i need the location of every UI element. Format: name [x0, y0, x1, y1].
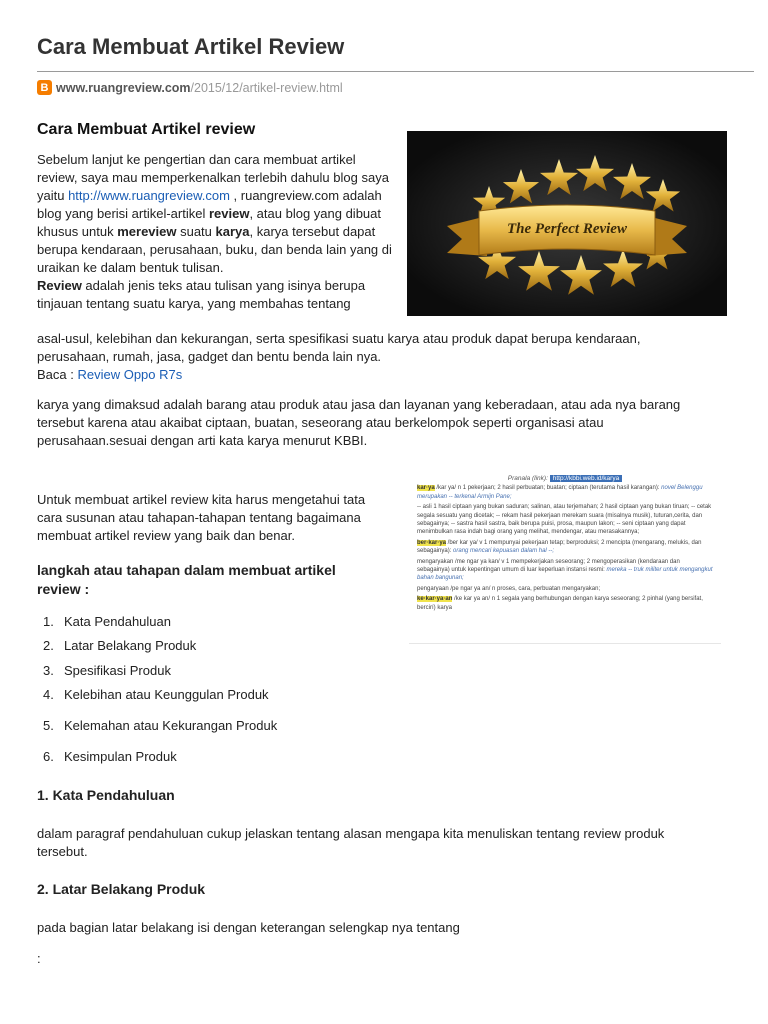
intro-text: , atau blog yang dibuat khusus untuk — [37, 206, 382, 239]
kbbi-example: novel Belenggu merupakan -- terkenal Armijn Pane; — [417, 485, 703, 500]
step-number: 6. — [43, 749, 54, 764]
kbbi-entry — [409, 594, 721, 613]
banner-text: The Perfect Review — [507, 221, 627, 237]
kbbi-entry — [409, 557, 721, 584]
bold-review-definition: Review — [37, 278, 82, 293]
intro-text: , ruangreview.com adalah blog yang berisi artikel-artikel — [37, 188, 382, 221]
intro-text: Sebelum lanjut ke pengertian dan cara membuat artikel review, saya mau memperkenalkan terlebih dahulu blog saya yaitu — [37, 152, 389, 203]
definition-line: perusahaan, rumah, jasa, gadget dan bentu benda lain nya. — [37, 349, 382, 364]
blogger-icon: B — [37, 80, 52, 95]
list-item — [43, 718, 277, 733]
section-text-line: dalam paragraf pendahuluan cukup jelaskan tentang alasan mengapa kita menuliskan tentang review produk — [37, 826, 665, 841]
step-label: Kelemahan atau Kekurangan Produk — [64, 718, 278, 733]
blog-url-link[interactable]: http://www.ruangreview.com — [68, 188, 230, 203]
list-item — [43, 663, 171, 678]
intro-text: suatu — [176, 224, 216, 239]
source-path[interactable]: /2015/12/artikel-review.html — [190, 80, 343, 95]
title-divider — [37, 71, 754, 72]
kbbi-example: orang mencari kepuasan dalam hal --; — [451, 548, 555, 555]
source-domain-link[interactable]: www.ruangreview.com — [56, 80, 191, 95]
kbbi-screenshot — [409, 473, 721, 644]
kbbi-example: mereka -- truk militer untuk mengangkut bahan bangunan; — [417, 567, 713, 582]
steps-intro-line: membuat artikel review yang baik dan benar. — [37, 528, 295, 543]
baca-line — [37, 366, 737, 384]
intro-paragraph — [37, 151, 397, 313]
step-number: 3. — [43, 663, 54, 678]
kbbi-permalink-url: http://kbbi.web.id/karya — [550, 475, 622, 482]
step-number: 2. — [43, 638, 54, 653]
kbbi-definition: mengaryakan /me ngar ya kan/ v 1 mempekerjakan seseorang; 2 mengoperasikan (kendaraan dan sebagainya) untuk kepentingan umum di luar keperluan instansi resmi: — [417, 558, 680, 574]
kbbi-entry — [409, 584, 721, 594]
steps-heading-line: review : — [37, 581, 90, 597]
list-item — [43, 687, 269, 702]
article-heading: Cara Membuat Artikel review — [37, 121, 256, 138]
page-title: Cara Membuat Artikel Review — [37, 34, 345, 59]
step-number: 4. — [43, 687, 54, 702]
kbbi-entry — [409, 538, 721, 557]
bold-karya: karya — [215, 224, 250, 239]
section-text-line: : — [37, 951, 41, 966]
karya-paragraph-line: tersebut karena atau akaibat ciptaan, buatan, seseorang atau berkelompok seperti organisasi atau — [37, 415, 604, 430]
karya-paragraph-line: karya yang dimaksud adalah barang atau produk atau jasa dan layanan yang keberadaan, atau ada nya barang — [37, 397, 681, 412]
baca-label: Baca : — [37, 367, 78, 382]
kbbi-definition: /kar ya/ n 1 pekerjaan; 2 hasil perbuatan; buatan; ciptaan (terutama hasil karangan): — [434, 485, 660, 492]
source-line — [37, 80, 343, 95]
step-number: 5. — [43, 718, 54, 733]
section-heading-latar-belakang: 2. Latar Belakang Produk — [37, 881, 206, 897]
kbbi-definition: /ke kar ya an/ n 1 segala yang berhubungan dengan karya seseorang; 2 pinhal (yang bersifat, bercirí) karya — [417, 596, 703, 611]
definition-line: asal-usul, kelebihan dan kekurangan, serta spesifikasi suatu karya atau produk dapat berupa kendaraan, — [37, 331, 641, 346]
review-definition-text: adalah jenis teks atau tulisan yang isinya berupa tinjauan tentang suatu karya, yang membahas tentang — [37, 278, 366, 311]
kbbi-permalink — [409, 475, 721, 483]
bold-review: review — [208, 206, 250, 221]
step-label: Kata Pendahuluan — [64, 614, 171, 629]
step-label: Kelebihan atau Keunggulan Produk — [64, 687, 269, 702]
kbbi-word: ke·kar·ya·an — [417, 596, 453, 603]
kbbi-entry — [409, 502, 721, 538]
kbbi-definition: -- asli 1 hasil ciptaan yang bukan saduran; salinan, atau terjemahan; 2 hasil ciptaan yang bukan tiruan; -- cetak segala sesuatu yang dicetak; -- rekam hasil pekerjaan merekam suara (misalnya musik), tuturan,cerita, dan sebagainya; -- sastra hasil sastra, baik berupa puisi, prosa, maupun lakon; -- seni ciptaan yang dapat menimbulkan rasa indah bagi orang yang melihat, mendengar, atau merasakannya; — [417, 504, 712, 536]
section-text-line: tersebut. — [37, 844, 88, 859]
kbbi-entry — [409, 483, 721, 502]
section-text-line: pada bagian latar belakang isi dengan keterangan selengkap nya tentang — [37, 920, 460, 935]
steps-heading-line: langkah atau tahapan dalam membuat artikel — [37, 562, 336, 578]
list-item — [43, 614, 171, 629]
step-label: Spesifikasi Produk — [64, 663, 171, 678]
steps-intro-line: cara susunan atau tahapan-tahapan tentang bagaimana — [37, 510, 361, 525]
step-label: Kesimpulan Produk — [64, 749, 177, 764]
kbbi-permalink-label: Pranala (link): — [507, 475, 548, 482]
steps-heading — [37, 561, 336, 599]
perfect-review-image — [407, 131, 727, 316]
bold-mereview: mereview — [117, 224, 177, 239]
steps-intro-line: Untuk membuat artikel review kita harus mengetahui tata — [37, 492, 366, 507]
kbbi-definition: pengaryaan /pe ngar ya an/ n proses, cara, perbuatan mengaryakan; — [417, 585, 601, 592]
list-item — [43, 638, 196, 653]
kbbi-word: kar·ya — [417, 485, 435, 492]
kbbi-word: ber·kar·ya — [417, 539, 447, 546]
step-number: 1. — [43, 614, 54, 629]
section-heading-kata-pendahuluan: 1. Kata Pendahuluan — [37, 787, 175, 803]
review-oppo-link[interactable]: Review Oppo R7s — [77, 367, 183, 382]
list-item — [43, 749, 177, 764]
step-label: Latar Belakang Produk — [64, 638, 197, 653]
perfect-review-graphic — [407, 131, 727, 316]
kbbi-definition: /ber kar ya/ v 1 mempunyai pekerjaan tetap; berproduksi; 2 mencipta (mengarang, melukis, dan sebagainya): — [417, 539, 702, 555]
intro-text: , karya tersebut dapat berupa kendaraan, perusahaan, buku, dan benda lain yang di uraikan ke dalam bentuk tulisan. — [37, 224, 392, 275]
karya-paragraph-line: perusahaan.sesuai dengan arti kata karya menurut KBBI. — [37, 433, 368, 448]
